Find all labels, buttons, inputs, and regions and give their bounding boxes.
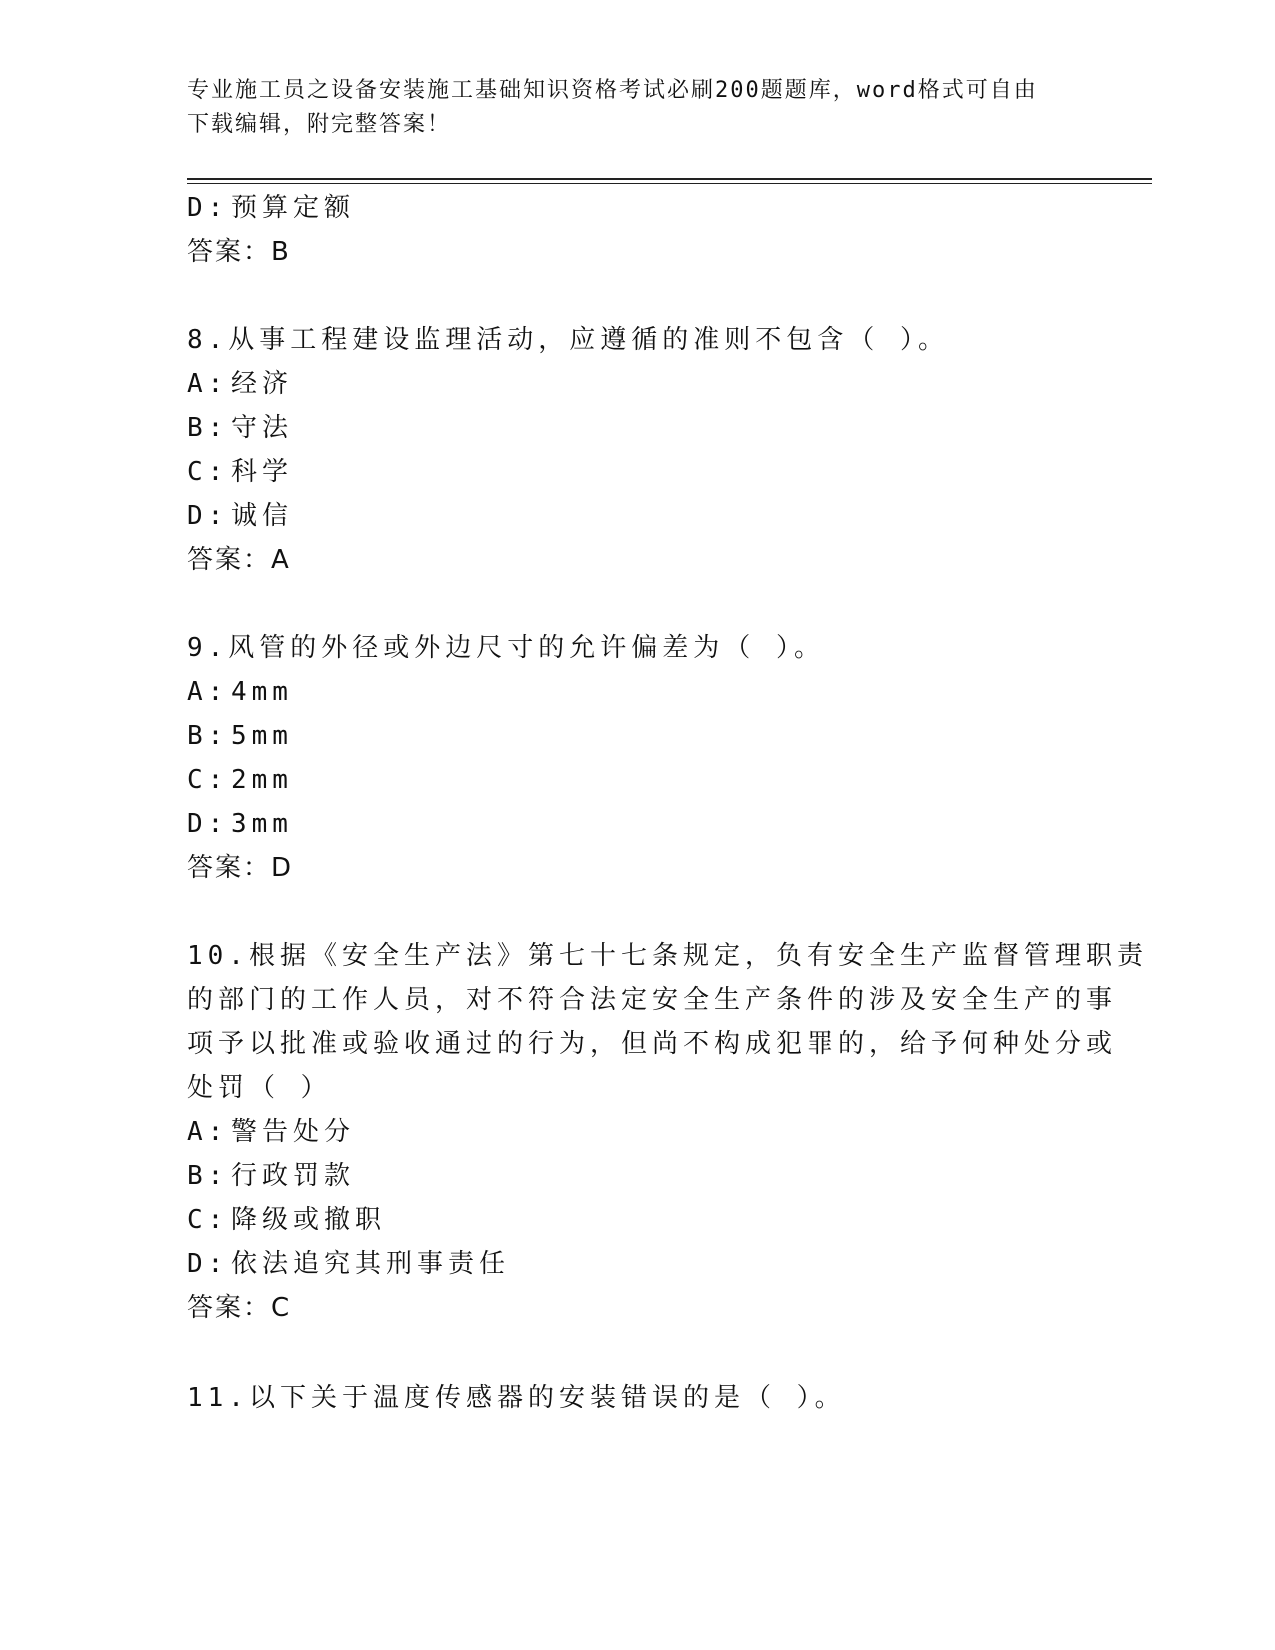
q10-stem-line-4: 处罚（ ） [187,1073,332,1103]
q10-option-d [187,1246,510,1282]
q10-option-b [187,1158,355,1194]
option-key: D: [187,193,229,223]
option-key: B: [187,1161,229,1191]
option-text: 行政罚款 [231,1161,356,1191]
q10-answer: 答案：C [187,1293,292,1323]
option-text: 4mm [231,677,293,707]
option-key: D: [187,1249,229,1279]
header-title-line-2: 下载编辑，附完整答案！ [187,112,452,137]
header-title-line-1: 专业施工员之设备安装施工基础知识资格考试必刷200题题库，word格式可自由 [187,78,1038,103]
option-key: A: [187,369,229,399]
q8-option-c [187,454,293,490]
document-header [187,74,1087,142]
header-divider-thick [187,178,1152,180]
q9-option-d [187,806,293,842]
option-text: 预算定额 [231,193,356,223]
option-key: D: [187,809,229,839]
q7-answer: 答案：B [187,237,291,267]
option-text: 诚信 [231,501,294,531]
option-text: 守法 [231,413,294,443]
q10-stem-line-3: 项予以批准或验收通过的行为，但尚不构成犯罪的，给予何种处分或 [187,1029,1118,1059]
q10-option-a [187,1114,355,1150]
option-text: 依法追究其刑事责任 [231,1249,511,1279]
option-key: C: [187,1205,229,1235]
option-text: 5mm [231,721,293,751]
option-key: A: [187,1117,229,1147]
header-divider-thin [187,183,1152,184]
q8-option-a [187,366,293,402]
q9-option-c [187,762,293,798]
q8-option-d [187,498,293,534]
option-text: 2mm [231,765,293,795]
q9-answer: 答案：D [187,853,294,883]
q8-answer: 答案：A [187,545,291,575]
option-text: 警告处分 [231,1117,356,1147]
option-text: 3mm [231,809,293,839]
q11-stem: 11.以下关于温度传感器的安装错误的是（ ）。 [187,1383,846,1413]
option-key: C: [187,765,229,795]
option-key: B: [187,413,229,443]
q9-stem: 9.风管的外径或外边尺寸的允许偏差为（ ）。 [187,633,825,663]
q7-option-d [187,190,355,226]
option-key: C: [187,457,229,487]
q8-stem: 8.从事工程建设监理活动，应遵循的准则不包含（ ）。 [187,325,949,355]
q9-option-a [187,674,293,710]
option-key: A: [187,677,229,707]
q10-stem-line-1: 10.根据《安全生产法》第七十七条规定，负有安全生产监督管理职责 [187,941,1148,971]
q8-option-b [187,410,293,446]
option-text: 降级或撤职 [231,1205,387,1235]
option-key: D: [187,501,229,531]
option-key: B: [187,721,229,751]
option-text: 科学 [231,457,294,487]
q10-stem-line-2: 的部门的工作人员，对不符合法定安全生产条件的涉及安全生产的事 [187,985,1118,1015]
q10-option-c [187,1202,386,1238]
q9-option-b [187,718,293,754]
option-text: 经济 [231,369,294,399]
